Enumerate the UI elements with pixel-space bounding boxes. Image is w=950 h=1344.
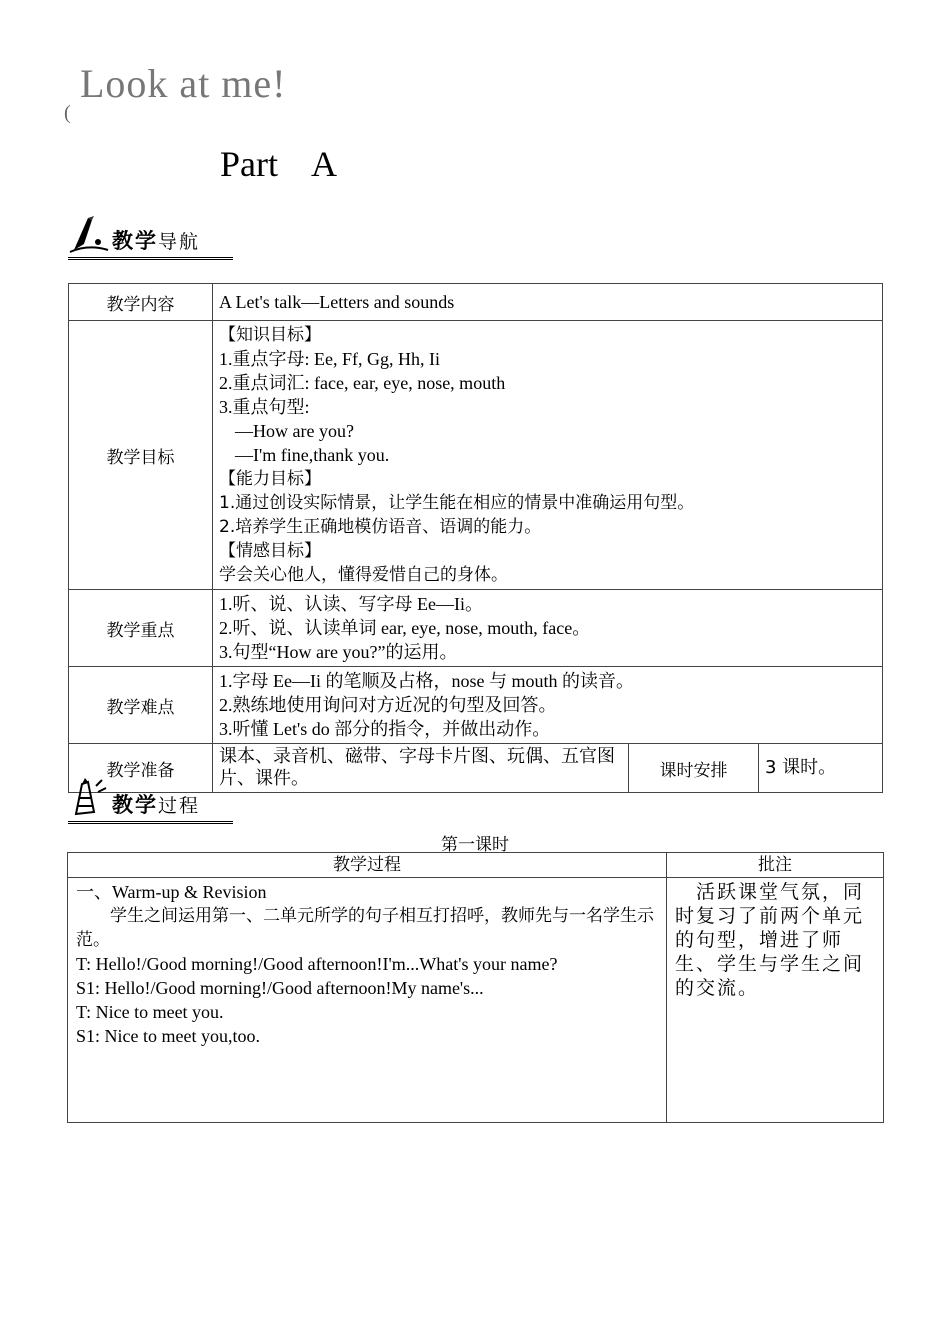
table-row [69,590,883,667]
difficulty-line: 1.字母 Ee—Ii 的笔顺及占格，nose 与 mouth 的读音。 [219,671,634,691]
unit-title: Look at me! [80,61,287,106]
difficulty-label: 教学难点 [69,667,213,744]
table-row [69,667,883,744]
key-points-label: 教学重点 [69,590,213,667]
goal-heading: 【情感目标】 [219,541,321,561]
process-line: T: Hello!/Good morning!/Good afternoon!I'm...What's your name? [76,954,558,974]
goal-line: —How are you? [235,421,354,441]
lesson-title: 第一课时 [441,835,509,855]
goal-line: 3.重点句型: [219,397,310,417]
teaching-guide-icon [68,214,110,254]
table-header-row [68,853,884,878]
goal-heading: 【能力目标】 [219,469,321,489]
goals-label: 教学目标 [69,321,213,590]
teaching-process-icon [68,776,110,818]
process-line: S1: Nice to meet you,too. [76,1026,260,1046]
goal-line: 1.重点字母: Ee, Ff, Gg, Hh, Ii [219,349,440,369]
key-points-cell [213,590,883,667]
content-label: 教学内容 [69,284,213,321]
table-row [68,878,884,1123]
title-paren: ( [64,102,71,124]
overview-table [68,283,883,793]
goal-line: 2.培养学生正确地模仿语音、语调的能力。 [219,517,542,537]
column-header-process: 教学过程 [68,853,667,878]
content-value: A Let's talk—Letters and sounds [213,284,883,321]
prep-label: 教学准备 [69,744,213,793]
key-point-line: 3.句型“How are you?”的运用。 [219,642,458,662]
goal-line: 学会关心他人，懂得爱惜自己的身体。 [219,565,508,585]
goal-heading: 【知识目标】 [219,325,321,345]
difficulty-line: 2.熟练地使用询问对方近况的句型及回答。 [219,695,557,715]
key-point-line: 1.听、说、认读、写字母 Ee—Ii。 [219,594,483,614]
section-rule [68,821,233,824]
section-header-process [68,776,233,824]
process-line: 学生之间运用第一、二单元所学的句子相互打招呼，教师先与一名学生示范。 [76,906,654,950]
lesson-table [67,852,884,1123]
goal-line: 1.通过创设实际情景，让学生能在相应的情景中准确运用句型。 [219,493,695,513]
schedule-label: 课时安排 [629,744,759,793]
goals-cell [213,321,883,590]
prep-value: 课本、录音机、磁带、字母卡片图、玩偶、五官图片、课件。 [213,744,629,793]
key-point-line: 2.听、说、认读单词 ear, eye, nose, mouth, face。 [219,618,591,638]
section-header-guide [68,212,233,260]
section-label-guide: 教学导航 [112,229,201,253]
process-line: 一、Warm-up & Revision [76,882,267,902]
table-row [69,284,883,321]
difficulty-cell [213,667,883,744]
column-header-note: 批注 [667,853,884,878]
part-title: Part A [220,144,338,184]
section-rule [68,257,233,260]
process-line: T: Nice to meet you. [76,1002,224,1022]
section-label-process: 教学过程 [112,793,201,817]
goal-line: 2.重点词汇: face, ear, eye, nose, mouth [219,373,506,393]
note-cell: 活跃课堂气氛，同时复习了前两个单元的句型，增进了师生、学生与学生之间的交流。 [667,878,884,1123]
process-cell [68,878,667,1123]
goal-line: —I'm fine,thank you. [235,445,390,465]
process-line: S1: Hello!/Good morning!/Good afternoon!My name's... [76,978,484,998]
schedule-value: 3 课时。 [759,744,883,793]
difficulty-line: 3.听懂 Let's do 部分的指令，并做出动作。 [219,719,551,739]
table-row [69,321,883,590]
